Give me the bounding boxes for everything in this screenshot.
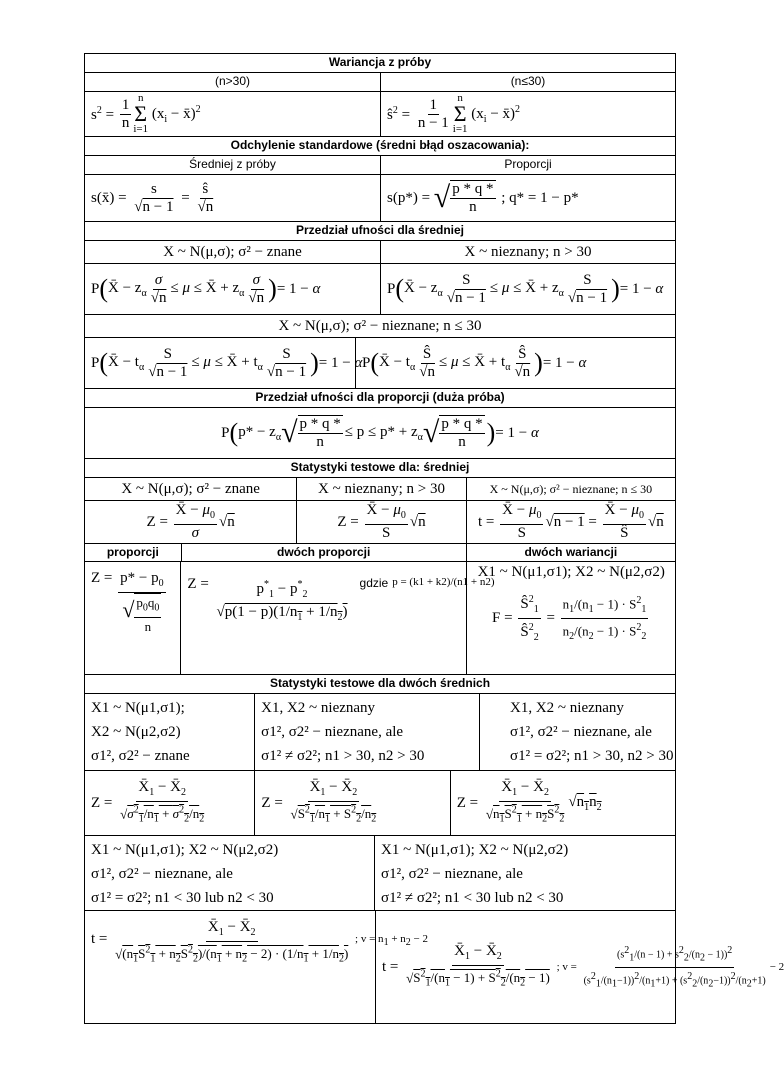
variance-section: [84, 53, 676, 137]
sd-section: [84, 137, 676, 222]
ci-cond-known: X ~ N(μ,σ); σ² − znane: [163, 243, 302, 260]
variance-col-right: (n≤30): [380, 73, 675, 91]
two-means-section: [84, 675, 784, 1024]
pooled-p: p = (k1 + k2)/(n1 + n2): [392, 576, 495, 588]
two-prop-header: dwóch proporcji: [181, 544, 466, 561]
test-cond-large: X ~ nieznany; n > 30: [296, 478, 465, 500]
test-z-large-formula: Z = $\frac{X̄ - \mu_0}{S}$ √n: [296, 501, 465, 543]
variance-formula-large: $s^2$ = $\frac{1}{n}$ n Σ i=1 ($x_i$ − x̄)$^2$: [91, 92, 201, 135]
ci-prop-formula: P ( $p* - z_\alpha$ √ $\frac{p * q *}{n}$ ≤ $p \le p* + z_\alpha$ √ $\frac{p * q *}{n}$ ) = 1 − α: [221, 416, 539, 450]
two-means-z-large: Z = $\frac{X̄_1 - X̄_2}{√S^2_1/n_1 + S^2_2/n_2}$: [254, 771, 449, 835]
ci-known-formula: P ( X̄ − $z_\alpha$ $\frac{\sigma}{√n}$ ≤ μ ≤ X̄ + $z_\alpha$ $\frac{\sigma}{√n}$ ) = 1 − α: [91, 271, 321, 306]
section-title: Statystyki testowe dla dwóch średnich: [269, 676, 491, 690]
ci-large-formula: P ( X̄ − $z_\alpha$ $\frac{S}{√n - 1}$ ≤ μ ≤ X̄ + $z_\alpha$ $\frac{S}{√n - 1}$ ) = 1 − α: [380, 264, 675, 314]
variance-formula-small: $ŝ^2$ = $\frac{1}{n - 1}$ n Σ i=1 ($x_i$ − x̄)$^2$: [380, 92, 675, 136]
section-title: Odchylenie standardowe (średni błąd oszacowania):: [230, 138, 530, 152]
two-var-cond: X1 ~ N(μ1,σ1); X2 ~ N(μ2,σ2): [477, 564, 665, 580]
two-means-t-unequal: t = $\frac{X̄_1 - X̄_2}{√S^2_1/(n_1 - 1) + S^2_2/(n_2 - 1)}$ ; v = $\frac{(s21/(n - 1) + s22/(n2 - 1))2}{(s21/(n1-1))2/(n1+1) + (s22/(n2-1))2/(n2+1)}$ − 2: [375, 911, 677, 1023]
two-prop-test-formula: Z = $\frac{p^*_1 - p^*_2}{√p(1 - p)(1/n_1 + 1/n_2)}$ gdzie p = (k1 + k2)/(n1 + n2): [180, 562, 466, 674]
test-cond-known: X ~ N(μ,σ); σ² − znane: [121, 480, 260, 497]
sd-prop-formula: s(p*) = √ $\frac{p * q *}{n}$ ; q* = 1 − p*: [380, 175, 675, 221]
sd-col-right: Proporcji: [380, 156, 675, 174]
two-means-z-equal: Z = $\frac{X̄_1 - X̄_2}{√n_1S^2_1 + n_2S^2_2}$ $√n_1n_2$: [450, 771, 675, 835]
ci-prop-section: [84, 389, 676, 459]
prop-header: proporcji: [106, 545, 159, 559]
two-var-header: dwóch wariancji: [466, 544, 675, 561]
two-means-cond-3: X1, X2 ~ nieznany σ1², σ2² − nieznane, ale σ1² = σ2²; n1 > 30, n2 > 30: [479, 694, 675, 770]
variance-col-left: (n>30): [214, 74, 251, 88]
test-t-formula: t = $\frac{X̄ - \mu_0}{S}$ √n − 1 = $\frac{X̄ - \mu_0}{Ŝ}$ √n: [466, 501, 675, 543]
sd-col-left: Średniej z próby: [189, 157, 276, 171]
prop-test-formula: Z = $p* - p_0$ √ $\frac{p_0q_0}{n}$: [91, 570, 164, 634]
section-title: Przedział ufności dla średniej: [295, 223, 465, 237]
formula-sheet: [84, 53, 784, 1024]
ci-mean-section: [84, 222, 676, 389]
two-var-formula: F = $\frac{Ŝ^2_1}{Ŝ^2_2}$ = $\frac{n_1/(n_1 - 1) \cdot S^2_1}{n_2/(n_2 - 1) \cdot S^2_2}$: [473, 591, 669, 646]
ci-cond-large: X ~ nieznany; n > 30: [380, 241, 675, 263]
two-means-z-known: Z = $\frac{X̄_1 - X̄_2}{√\sigma^2_1/n_1 + \sigma^2_2/n_2}$: [91, 778, 205, 825]
sd-mean-formula: s(x̄) = $\frac{s}{√n - 1}$ = $\frac{ŝ}{√n}$: [91, 180, 214, 215]
test-mean-section: [84, 459, 676, 544]
test-z-known-formula: Z = $\frac{X̄ - \mu_0}{\sigma}$ √n: [146, 502, 235, 541]
gdzie-label: gdzie: [359, 576, 389, 590]
section-title: Wariancja z próby: [328, 55, 432, 69]
ci-cond-small: X ~ N(μ,σ); σ² − nieznane; n ≤ 30: [278, 317, 482, 334]
two-means-cond-1: X1 ~ N(μ1,σ1); X2 ~ N(μ2,σ2) σ1², σ2² − znane: [91, 700, 190, 764]
two-means-t-equal: t = $\frac{X̄_1 - X̄_2}{√(n_1S^2_1 + n_2S^2_2)/(n_1 + n_2 - 2) \cdot (1/n_1 + 1/n_2)}$ ; v = n1 + n2 − 2: [91, 919, 428, 965]
two-var-cell: [466, 562, 675, 674]
two-means-cond-5: X1 ~ N(μ1,σ1); X2 ~ N(μ2,σ2) σ1², σ2² − nieznane, ale σ1² ≠ σ2²; n1 < 30 lub n2 < 30: [374, 836, 675, 910]
section-title: Przedział ufności dla proporcji (duża próba): [255, 390, 505, 404]
section-title: Statystyki testowe dla: średniej: [290, 460, 470, 474]
misc-tests-section: [84, 544, 676, 675]
two-means-cond-4: X1 ~ N(μ1,σ1); X2 ~ N(μ2,σ2) σ1², σ2² − nieznane, ale σ1² = σ2²; n1 < 30 lub n2 < 30: [91, 842, 279, 906]
ci-small-shat-formula: P ( X̄ − $t_\alpha$ $\frac{Ŝ}{√n}$ ≤ μ ≤ X̄ + $t_\alpha$ $\frac{Ŝ}{√n}$ ) = 1 − α: [355, 338, 675, 388]
two-means-cond-2: X1, X2 ~ nieznany σ1², σ2² − nieznane, ale σ1² ≠ σ2²; n1 > 30, n2 > 30: [254, 694, 479, 770]
test-cond-small: X ~ N(μ,σ); σ² − nieznane; n ≤ 30: [466, 478, 675, 500]
ci-small-s-formula: P ( X̄ − $t_\alpha$ $\frac{S}{√n - 1}$ ≤ μ ≤ X̄ + $t_\alpha$ $\frac{S}{√n - 1}$ ) = 1 − α: [91, 345, 363, 380]
